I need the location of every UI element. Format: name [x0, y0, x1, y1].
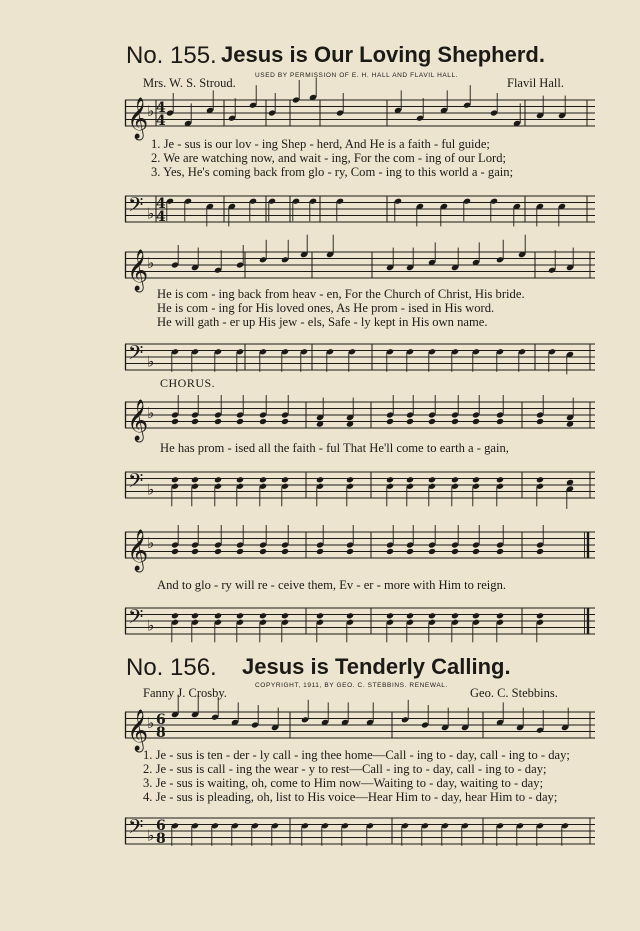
music-staff-bass: [125, 462, 595, 506]
treble-clef-icon: 𝄞: [127, 250, 149, 291]
verse-lyric-line: He is com - ing back from heav - en, For the Church of Christ, His bride.: [157, 287, 525, 301]
note-head: [496, 612, 504, 619]
note-head: [386, 548, 394, 555]
music-staff-bass: [125, 598, 595, 642]
note-head: [281, 418, 289, 425]
note-head: [451, 548, 459, 555]
bass-clef-icon: 𝄢: [128, 193, 144, 221]
verse-lyric-line: 4. Je - sus is pleading, oh, list to His voice—Hear Him to - day, hear Him to - day;: [143, 790, 558, 804]
note-head: [191, 548, 199, 555]
time-signature-top: 6: [156, 712, 166, 728]
note-head: [236, 548, 244, 555]
note-head: [171, 476, 179, 483]
composer-credit: Flavil Hall.: [507, 76, 564, 90]
note-head: [191, 418, 199, 425]
note-head: [536, 476, 544, 483]
note-head: [472, 418, 480, 425]
note-head: [451, 612, 459, 619]
copyright-notice: COPYRIGHT, 1911, BY GEO. C. STEBBINS. RENEWAL.: [255, 682, 448, 689]
note-head: [386, 476, 394, 483]
time-signature-bottom: 4: [156, 113, 166, 129]
time-signature-bottom: 8: [156, 831, 166, 847]
note-head: [428, 548, 436, 555]
treble-clef-icon: 𝄞: [127, 710, 149, 751]
note-head: [281, 476, 289, 483]
note-head: [428, 476, 436, 483]
flat-icon: ♭: [147, 254, 155, 272]
note-head: [346, 476, 354, 483]
note-head: [428, 418, 436, 425]
permission-notice: USED BY PERMISSION OF E. H. HALL AND FLAVIL HALL.: [255, 72, 459, 79]
note-head: [236, 418, 244, 425]
bass-clef-icon: 𝄢: [128, 815, 144, 843]
verse-lyric-line: 2. Je - sus is call - ing the wear - y to rest—Call - ing to - day, call - ing to - day;: [143, 762, 547, 776]
hymn-number: No. 156.: [126, 654, 217, 681]
note-head: [316, 476, 324, 483]
composer-credit: Geo. C. Stebbins.: [470, 686, 558, 700]
music-staff-treble: [125, 242, 595, 291]
note-head: [428, 612, 436, 619]
note-head: [316, 548, 324, 555]
verse-lyric-line: He is com - ing for His loved ones, As He prom - ised in His word.: [157, 301, 495, 315]
bass-clef-icon: 𝄢: [128, 469, 144, 497]
verse-lyric-line: 3. Yes, He's coming back from glo - ry, Com - ing to this world a - gain;: [151, 165, 514, 179]
note-head: [496, 418, 504, 425]
note-head: [171, 418, 179, 425]
flat-icon: ♭: [147, 404, 155, 422]
note-head: [406, 476, 414, 483]
chorus-label: CHORUS.: [160, 376, 216, 390]
hymn-title: Jesus is Tenderly Calling.: [242, 654, 511, 679]
note-head: [406, 548, 414, 555]
note-head: [171, 612, 179, 619]
music-staff-treble: [125, 392, 595, 441]
flat-icon: ♭: [147, 616, 155, 635]
note-head: [214, 476, 222, 483]
note-head: [451, 418, 459, 425]
note-head: [214, 612, 222, 619]
note-head: [386, 612, 394, 619]
verse-lyric-line: He will gath - er up His jew - els, Safe - ly kept in His own name.: [157, 315, 488, 329]
note-head: [214, 418, 222, 425]
treble-clef-icon: 𝄞: [127, 98, 149, 139]
note-head: [472, 548, 480, 555]
time-signature-top: 4: [156, 196, 166, 212]
music-staff-treble: [125, 90, 595, 139]
note-head: [386, 418, 394, 425]
note-head: [472, 476, 480, 483]
music-staff-treble: [125, 522, 595, 571]
music-staff-treble: [125, 702, 595, 751]
verse-lyric-line: 1. Je - sus is ten - der - ly call - ing thee home—Call - ing to - day, call - ing to - day;: [143, 748, 570, 762]
note-head: [281, 548, 289, 555]
time-signature-top: 6: [156, 818, 166, 834]
bass-clef-icon: 𝄢: [128, 341, 144, 369]
flat-icon: ♭: [147, 352, 155, 371]
note-head: [191, 612, 199, 619]
note-head: [536, 548, 544, 555]
note-head: [496, 548, 504, 555]
verse-lyric-line: 3. Je - sus is waiting, oh, come to Him now—Waiting to - day, waiting to - day;: [143, 776, 544, 790]
hymn-title: Jesus is Our Loving Shepherd.: [221, 42, 545, 67]
note-head: [191, 476, 199, 483]
note-head: [496, 476, 504, 483]
note-head: [236, 612, 244, 619]
time-signature-bottom: 8: [156, 725, 166, 741]
note-head: [259, 548, 267, 555]
note-head: [214, 548, 222, 555]
note-head: [472, 612, 480, 619]
note-head: [536, 418, 544, 425]
note-head: [171, 548, 179, 555]
flat-icon: ♭: [147, 102, 155, 120]
music-staff-bass: [125, 808, 595, 854]
music-staff-bass: [125, 186, 595, 232]
time-signature-bottom: 4: [156, 209, 166, 225]
flat-icon: ♭: [147, 480, 155, 499]
music-staff-bass: [125, 334, 595, 378]
note-head: [281, 612, 289, 619]
treble-clef-icon: 𝄞: [127, 530, 149, 571]
flat-icon: ♭: [147, 826, 155, 845]
verse-lyric-line: 1. Je - sus is our lov - ing Shep - herd, And He is a faith - ful guide;: [151, 137, 490, 151]
chorus-lyric-line: And to glo - ry will re - ceive them, Ev - er - more with Him to reign.: [157, 578, 507, 592]
flat-icon: ♭: [147, 534, 155, 552]
flat-icon: ♭: [147, 204, 155, 223]
note-head: [259, 418, 267, 425]
verse-lyric-line: 2. We are watching now, and wait - ing, For the com - ing of our Lord;: [151, 151, 507, 165]
lyricist-credit: Mrs. W. S. Stroud.: [143, 76, 236, 90]
note-head: [259, 476, 267, 483]
note-head: [316, 612, 324, 619]
note-head: [406, 418, 414, 425]
note-head: [536, 612, 544, 619]
hymn-number: No. 155.: [126, 42, 217, 69]
lyricist-credit: Fanny J. Crosby.: [143, 686, 227, 700]
bass-clef-icon: 𝄢: [128, 605, 144, 633]
chorus-lyric-line: He has prom - ised all the faith - ful That He'll come to earth a - gain,: [160, 441, 509, 455]
treble-clef-icon: 𝄞: [127, 400, 149, 441]
note-head: [259, 612, 267, 619]
note-head: [346, 548, 354, 555]
note-head: [451, 476, 459, 483]
time-signature-top: 4: [156, 100, 166, 116]
note-head: [236, 476, 244, 483]
flat-icon: ♭: [147, 714, 155, 732]
note-head: [346, 612, 354, 619]
note-head: [406, 612, 414, 619]
